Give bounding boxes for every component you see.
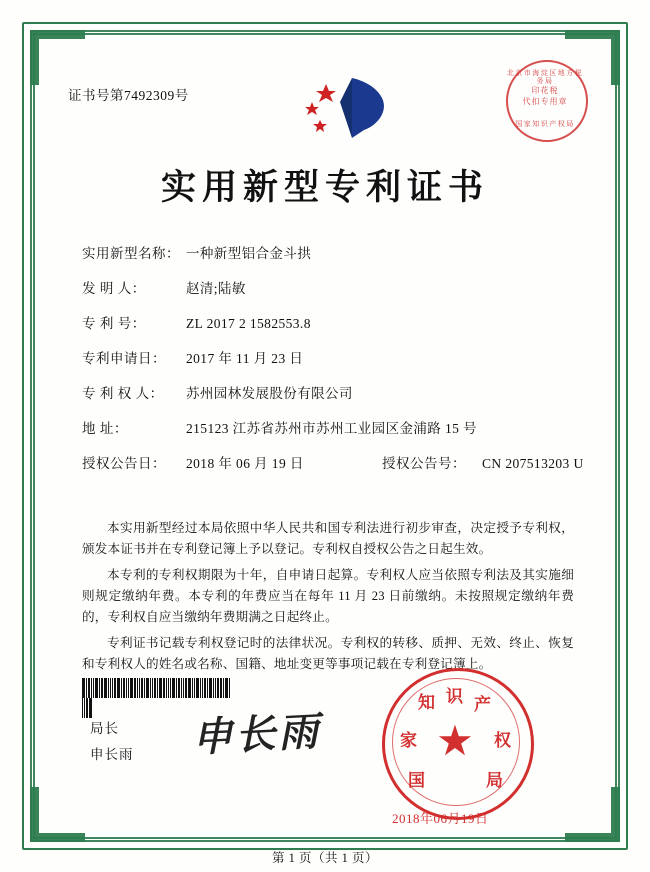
tax-stamp-text [506, 60, 584, 138]
field-value-grant-date: 2018 年 06 月 19 日 [186, 456, 304, 471]
seal-char-5: 权 [494, 731, 511, 750]
handwritten-signature: 申长雨 [191, 708, 323, 761]
certificate-content [52, 48, 598, 865]
field-value-grant-number: CN 207513203 U [482, 456, 584, 471]
page-title: 实用新型专利证书 [160, 168, 489, 207]
field-label-grant-number: 授权公告号： [382, 456, 466, 471]
signature-title: 局长 [90, 721, 119, 736]
seal-char-7: 局 [486, 771, 503, 790]
field-value-name: 一种新型铝合金斗拱 [186, 246, 312, 261]
field-value-patentee: 苏州园林发展股份有限公司 [186, 386, 353, 401]
field-label-name: 实用新型名称： [82, 246, 180, 261]
legal-paragraph-2: 本专利的专利权期限为十年，自申请日起算。专利权人应当依照专利法及其实施细则规定缴纳年费。本专利的年费应当在每年 11 月 23 日前缴纳。未按照规定缴纳年费的，专利权自应当缴纳年费期满之日起终止。 [82, 568, 574, 624]
certificate-number: 证书号第7492309号 [68, 88, 189, 103]
field-label-patent-number: 专 利 号： [82, 316, 146, 331]
tax-stamp-arc-bottom: 国家知识产权局 [515, 120, 575, 128]
field-label-application-date: 专利申请日： [82, 351, 166, 366]
field-row-address [82, 411, 572, 446]
field-row-application-date [82, 341, 572, 376]
seal-date: 2018年06月19日 [392, 811, 489, 826]
seal-char-3: 产 [474, 695, 491, 714]
field-row-grant [82, 446, 584, 481]
field-label-grant-date: 授权公告日： [82, 456, 166, 471]
seal-char-6: 国 [408, 771, 425, 790]
official-seal [382, 668, 534, 820]
signature-name: 申长雨 [90, 747, 134, 762]
field-row-name [82, 236, 572, 271]
field-label-patentee: 专 利 权 人： [82, 386, 164, 401]
legal-text [82, 518, 574, 680]
signature-block [90, 716, 134, 768]
tax-stamp-arc-top: 北京市海淀区地方税务局 [506, 69, 584, 85]
seal-star-icon: ★ [436, 719, 474, 765]
legal-paragraph-3: 专利证书记载专利权登记时的法律状况。专利权的转移、质押、无效、终止、恢复和专利权人的姓名或名称、国籍、地址变更等事项记载在专利登记簿上。 [82, 636, 574, 671]
field-row-inventor [82, 271, 572, 306]
field-value-inventor: 赵清;陆敏 [186, 281, 246, 296]
tax-stamp-line2: 代扣专用章 [522, 97, 568, 106]
page-footer: 第 1 页（共 1 页） [271, 851, 378, 865]
tax-stamp-line1: 印花税 [531, 86, 559, 95]
field-label-address: 地 址： [82, 421, 128, 436]
field-value-application-date: 2017 年 11 月 23 日 [186, 351, 304, 366]
tax-stamp [506, 60, 588, 142]
field-row-patentee [82, 376, 572, 411]
seal-char-1: 知 [418, 693, 435, 712]
certificate-fields [82, 236, 584, 481]
field-row-patent-number [82, 306, 572, 341]
field-value-patent-number: ZL 2017 2 1582553.8 [186, 316, 311, 331]
field-value-address: 215123 江苏省苏州市苏州工业园区金浦路 15 号 [186, 421, 477, 436]
seal-char-2: 识 [446, 687, 463, 706]
seal-char-4: 家 [400, 731, 417, 750]
legal-paragraph-1: 本实用新型经过本局依照中华人民共和国专利法进行初步审查，决定授予专利权，颁发本证书并在专利登记簿上予以登记。专利权自授权公告之日起生效。 [82, 521, 574, 556]
cnipa-logo-icon [290, 68, 410, 142]
field-label-inventor: 发 明 人： [82, 281, 146, 296]
certificate-barcode [82, 678, 232, 698]
